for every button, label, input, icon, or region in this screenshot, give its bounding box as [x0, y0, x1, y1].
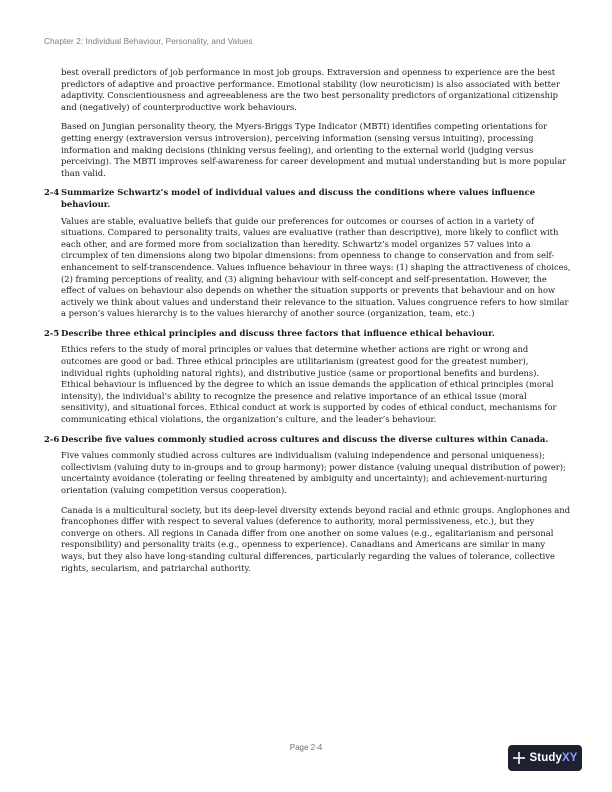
- objective-title: Summarize Schwartz’s model of individual values and discuss the conditions where values influence behaviour.: [61, 187, 536, 209]
- logo-text-main: Study: [529, 752, 562, 764]
- logo-text-accent: XY: [561, 752, 578, 764]
- section-body: [61, 450, 571, 574]
- objective-number: 2-6: [44, 433, 60, 444]
- page-content: [44, 67, 574, 582]
- plus-icon: [513, 752, 525, 764]
- section-body: [61, 344, 571, 425]
- page-number: Page 2-4: [289, 743, 323, 752]
- paragraph: best overall predictors of job performance in most job groups. Extraversion and openness to experience are the best predictors of adaptive and proactive performance. Emotional stability (low neuroticism) is also associated with better adaptivity. Conscientiousness and agreeableness are the two best personality predictors of organizational citizenship and (negatively) of counterproductive work behaviours.: [61, 67, 560, 112]
- objective-title: Describe three ethical principles and discuss three factors that influence ethical behaviour.: [61, 327, 495, 338]
- paragraph: Five values commonly studied across cultures are individualism (valuing independence and personal uniqueness); collectivism (valuing duty to in-groups and to group harmony); power distance (valuing unequal distribution of power); uncertainty avoidance (tolerating or feeling threatened by ambiguity and uncertainty); and achievement-nurturing orientation (valuing competition versus cooperation).: [61, 450, 566, 495]
- paragraph: Ethics refers to the study of moral principles or values that determine whether actions are right or wrong and outcomes are good or bad. Three ethical principles are utilitarianism (greatest good for the greatest number), individual rights (upholding natural rights), and distributive justice (same or proportional benefits and burdens). Ethical behaviour is influenced by the degree to which an issue demands the application of ethical principles (moral intensity), the individual’s ability to recognize the presence and relative importance of an ethical issue (moral sensitivity), and situational forces. Ethical conduct at work is supported by codes of ethical conduct, mechanisms for communicating ethical violations, the organization’s culture, and the leader’s behaviour.: [61, 344, 557, 425]
- learning-objective-heading: [44, 434, 574, 446]
- learning-objective-heading: [44, 187, 574, 210]
- objective-number: 2-4: [44, 187, 60, 198]
- studyxy-logo[interactable]: [508, 745, 582, 771]
- section-continuation: [61, 67, 571, 179]
- running-head: Chapter 2: Individual Behaviour, Personality, and Values: [44, 37, 253, 46]
- objective-number: 2-5: [44, 327, 60, 338]
- paragraph: Based on Jungian personality theory, the Myers-Briggs Type Indicator (MBTI) identifies competing orientations for getting energy (extraversion versus introversion), perceiving information (sensing versus intuiting), processing information and making decisions (thinking versus feeling), and orienting to the external world (judging versus perceiving). The MBTI improves self-awareness for career development and mutual understanding but is more popular than valid.: [61, 121, 567, 178]
- logo-text: [530, 752, 578, 764]
- learning-objective-heading: [44, 328, 574, 340]
- paragraph: Canada is a multicultural society, but its deep-level diversity extends beyond racial and ethnic groups. Anglophones and francophones differ with respect to several values (deference to authority, moral permissiveness, etc.), but they converge on others. All regions in Canada differ from one another on some values (e.g., egalitarianism and personal responsibility) and personality traits (e.g., openness to experience). Canadians and Americans are similar in many ways, but they also have long-standing cultural differences, particularly regarding the values of tolerance, collective rights, secularism, and patriarchal authority.: [61, 504, 571, 573]
- section-body: [61, 216, 571, 320]
- objective-title: Describe five values commonly studied across cultures and discuss the diverse cultures within Canada.: [61, 433, 549, 444]
- paragraph: Values are stable, evaluative beliefs that guide our preferences for outcomes or courses of action in a variety of situations. Compared to personality traits, values are evaluative (rather than descriptive), more likely to conflict with each other, and are formed more from socialization than heredity. Schwartz’s model organizes 57 values into a circumplex of ten dimensions along two bipolar dimensions: from openness to change to conservation and from self-enhancement to self-transcendence. Values influence behaviour in three ways: (1) shaping the attractiveness of choices, (2) framing perceptions of reality, and (3) aligning behaviour with self-concept and self-presentation. However, the effect of values on behaviour also depends on whether the situation supports or prevents that behaviour and on how actively we think about values and understand their relevance to the situation. Values congruence refers to how similar a person’s values hierarchy is to the values hierarchy of another source (organization, team, etc.): [61, 215, 571, 319]
